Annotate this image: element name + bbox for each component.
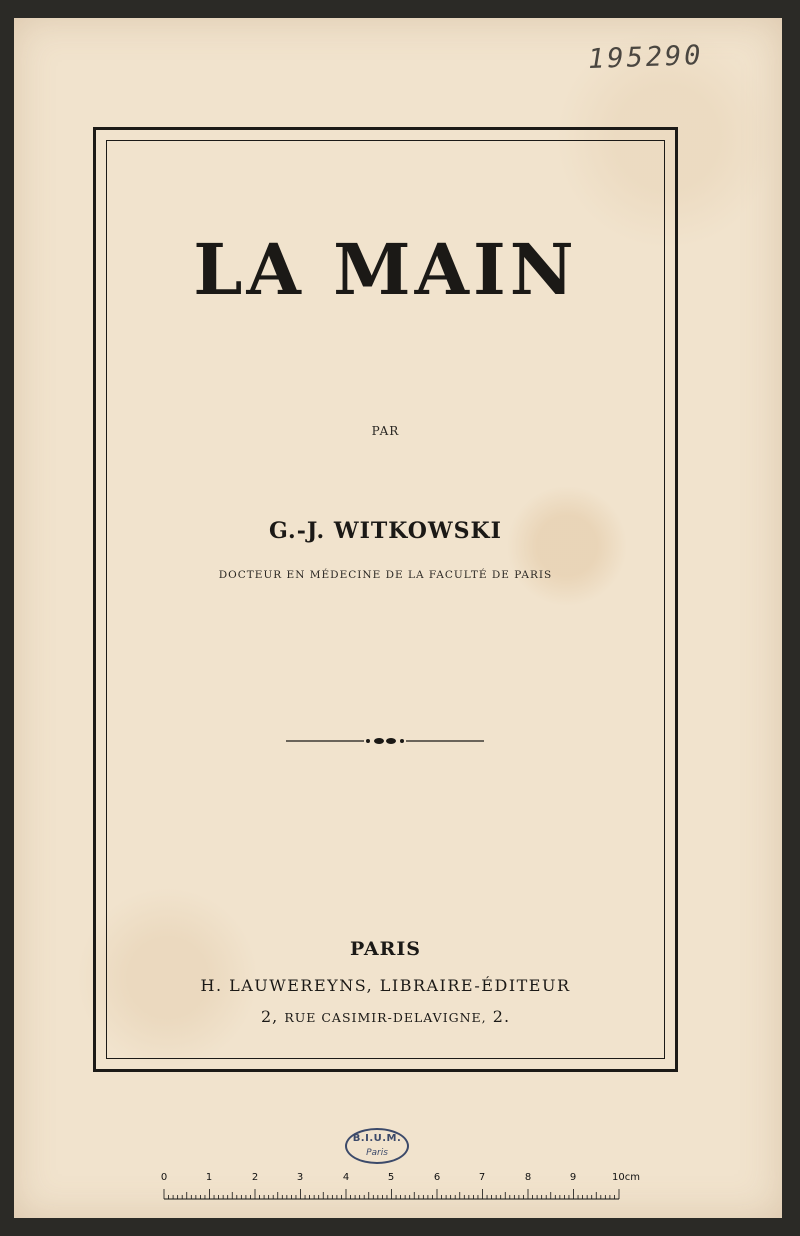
ruler-label-1: 1 bbox=[205, 1172, 213, 1183]
ruler-label-10: 10cm bbox=[612, 1172, 640, 1183]
author-name: G.-J. WITKOWSKI bbox=[269, 518, 502, 544]
ruler-label-8: 8 bbox=[524, 1172, 532, 1183]
address-number-end: 2. bbox=[492, 1007, 511, 1026]
author-degree: DOCTEUR EN MÉDECINE DE LA FACULTÉ DE PARIS bbox=[218, 569, 553, 581]
library-stamp bbox=[345, 1128, 409, 1164]
stamp-line1: B.I.U.M. bbox=[352, 1133, 402, 1144]
scale-ruler bbox=[160, 1172, 640, 1202]
ruler-label-0: 0 bbox=[160, 1172, 168, 1183]
ruler-label-6: 6 bbox=[433, 1172, 441, 1183]
ruler-label-7: 7 bbox=[478, 1172, 486, 1183]
ruler-label-4: 4 bbox=[342, 1172, 350, 1183]
ruler-label-3: 3 bbox=[296, 1172, 304, 1183]
by-label: PAR bbox=[371, 424, 400, 438]
stamp-line2: Paris bbox=[366, 1148, 388, 1158]
publication-city: PARIS bbox=[349, 938, 422, 960]
address-street: RUE CASIMIR-DELAVIGNE, bbox=[284, 1010, 487, 1025]
ruler-label-2: 2 bbox=[251, 1172, 259, 1183]
shelfmark-handwritten: 195290 bbox=[587, 39, 705, 76]
book-title: LA MAIN bbox=[193, 228, 578, 311]
ruler-label-9: 9 bbox=[569, 1172, 577, 1183]
ruler-label-5: 5 bbox=[387, 1172, 395, 1183]
ruler-ticks bbox=[160, 1188, 630, 1200]
publisher-line: H. LAUWEREYNS, LIBRAIRE-ÉDITEUR bbox=[200, 976, 571, 995]
publisher-address bbox=[106, 1007, 665, 1026]
address-number: 2, bbox=[260, 1007, 279, 1026]
ornament-divider bbox=[286, 734, 484, 748]
